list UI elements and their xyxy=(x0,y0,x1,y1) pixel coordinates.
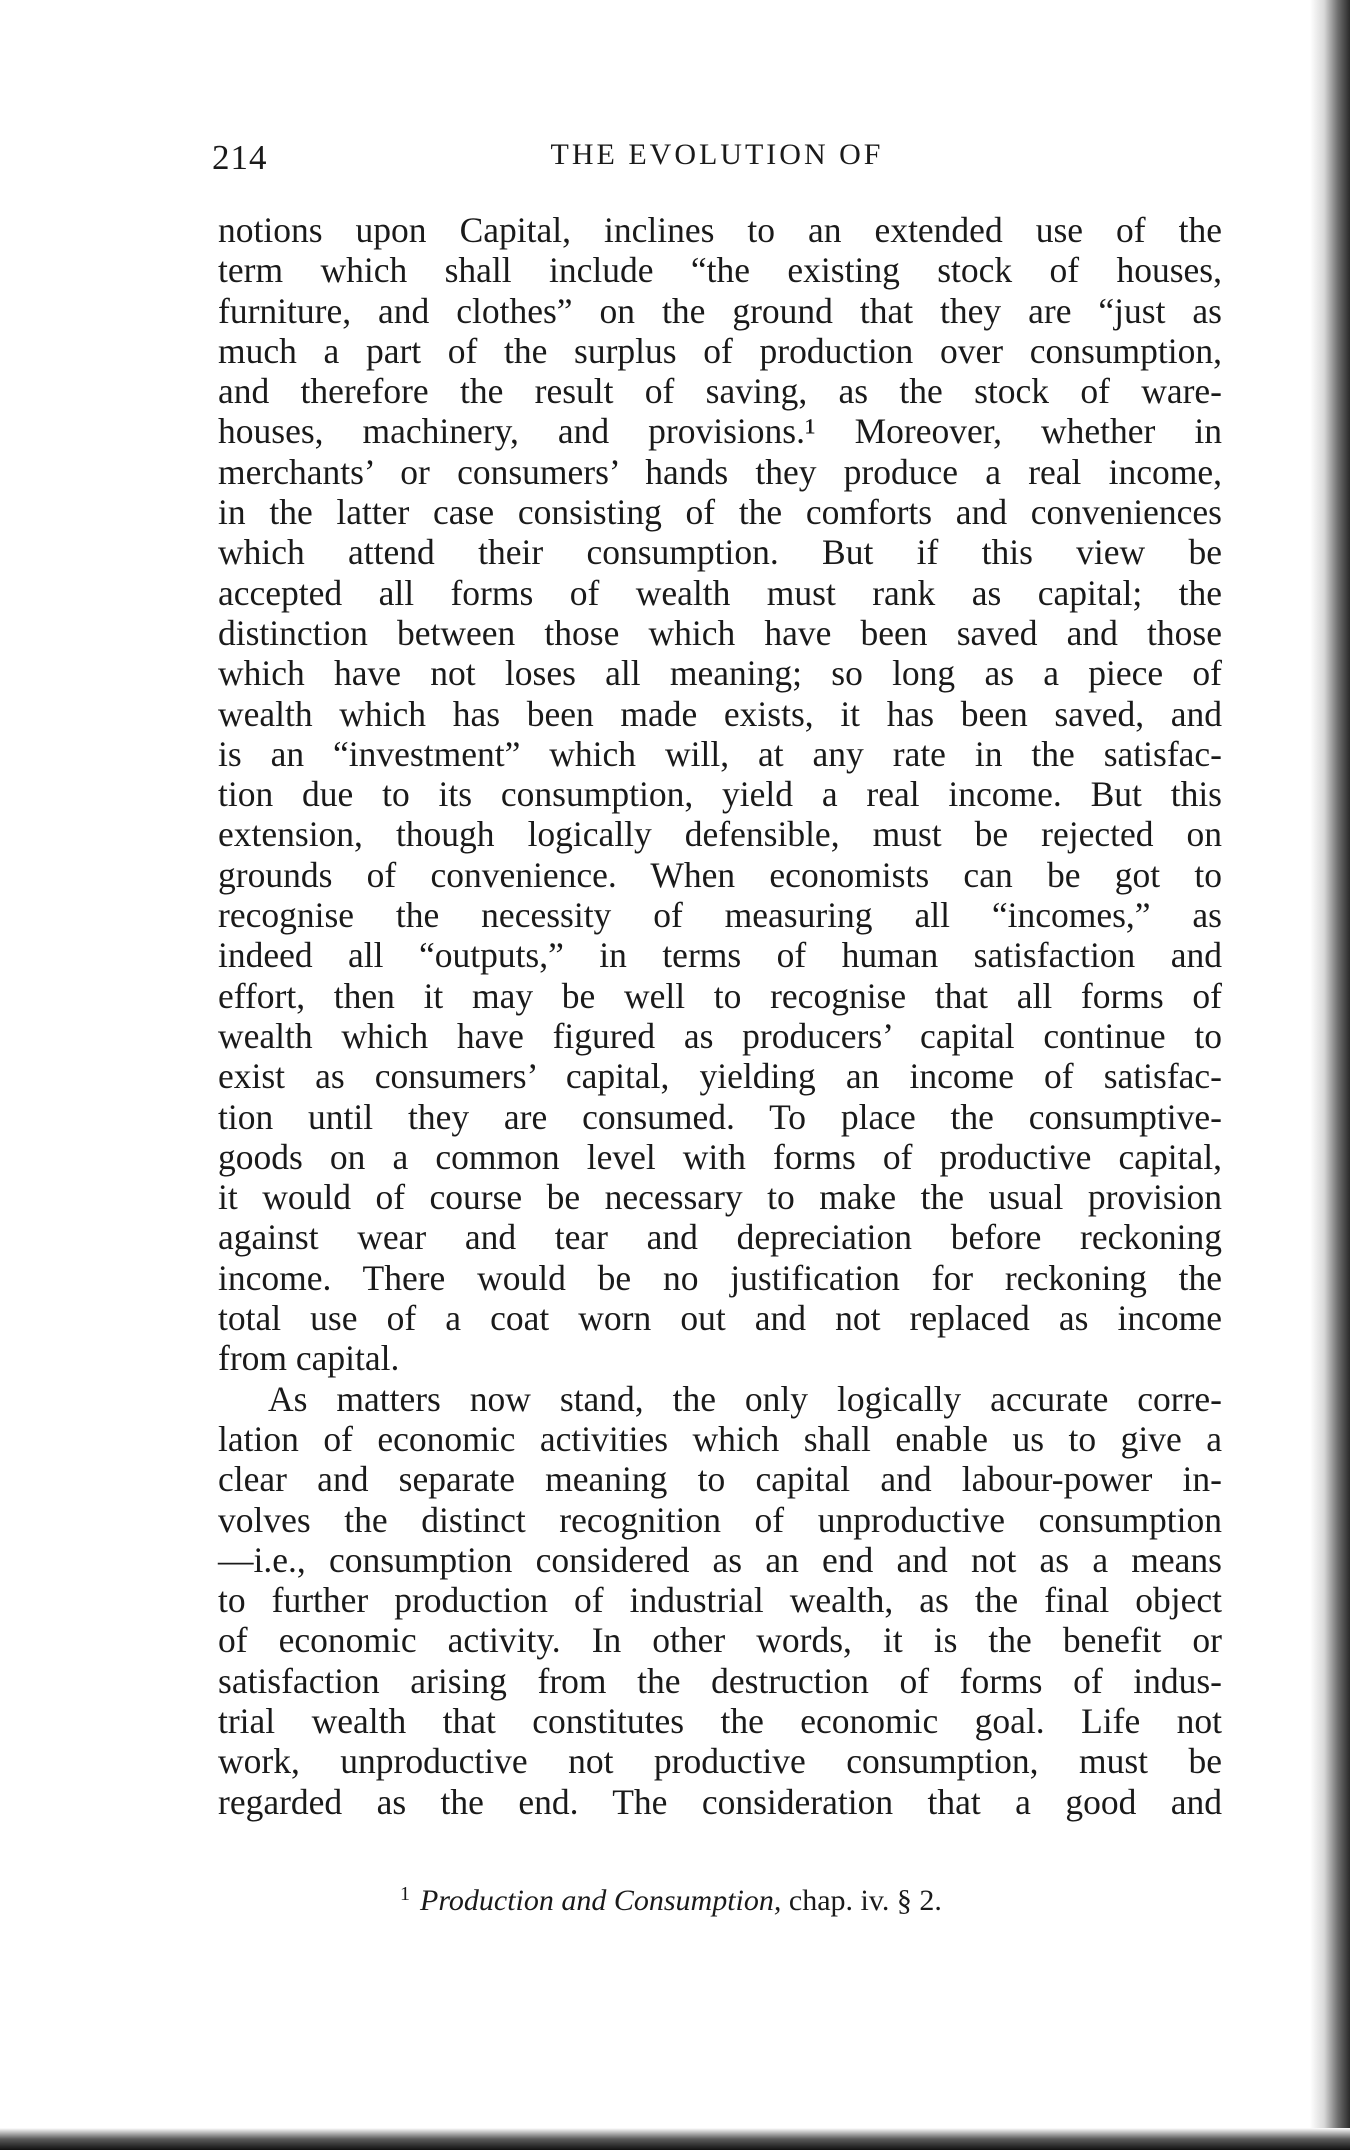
text-line: to further production of industrial wealth, as the final object xyxy=(218,1580,1222,1621)
text-line: against wear and tear and depreciation before reckoning xyxy=(218,1217,1222,1258)
footnote-title: Production and Consumption, xyxy=(420,1884,782,1917)
footnote-reference: chap. iv. § 2. xyxy=(788,1884,942,1917)
page-number: 214 xyxy=(212,138,268,177)
text-line: income. There would be no justification for reckoning the xyxy=(218,1257,1222,1298)
text-line: satisfaction arising from the destruction of forms of indus- xyxy=(218,1660,1222,1701)
text-line: accepted all forms of wealth must rank as capital; the xyxy=(218,572,1222,613)
text-line: As matters now stand, the only logically accurate corre- xyxy=(268,1378,1222,1419)
text-line: clear and separate meaning to capital and labour-power in- xyxy=(218,1459,1222,1500)
text-line: recognise the necessity of measuring all “incomes,” as xyxy=(218,895,1222,936)
text-line: tion due to its consumption, yield a real income. But this xyxy=(218,774,1222,815)
text-line: trial wealth that constitutes the economic goal. Life not xyxy=(218,1700,1222,1741)
running-head xyxy=(212,138,1222,178)
text-line: is an “investment” which will, at any rate in the satisfac- xyxy=(218,733,1222,774)
text-line: volves the distinct recognition of unproductive consumption xyxy=(218,1499,1222,1540)
text-line: wealth which have figured as producers’ capital continue to xyxy=(218,1015,1222,1056)
text-line: indeed all “outputs,” in terms of human satisfaction and xyxy=(218,935,1222,976)
text-line: it would of course be necessary to make the usual provision xyxy=(218,1177,1222,1218)
text-line: in the latter case consisting of the comforts and conveniences xyxy=(218,492,1222,533)
text-line: from capital. xyxy=(218,1338,400,1379)
text-line: work, unproductive not productive consumption, must be xyxy=(218,1741,1222,1782)
text-line: and therefore the result of saving, as the stock of ware- xyxy=(218,371,1222,412)
text-line: notions upon Capital, inclines to an extended use of the xyxy=(218,210,1222,250)
footnote xyxy=(400,1883,942,1918)
text-line: —i.e., consumption considered as an end and not as a means xyxy=(218,1539,1222,1580)
page-edge-shadow xyxy=(1310,0,1350,2150)
running-title: THE EVOLUTION OF xyxy=(550,138,884,171)
body-text xyxy=(218,210,1222,1822)
text-line: furniture, and clothes” on the ground that they are “just as xyxy=(218,290,1222,331)
text-line: which have not loses all meaning; so long as a piece of xyxy=(218,653,1222,694)
text-line: distinction between those which have been saved and those xyxy=(218,612,1222,653)
text-line: much a part of the surplus of production over consumption, xyxy=(218,330,1222,371)
text-line: tion until they are consumed. To place the consumptive- xyxy=(218,1096,1222,1137)
text-line: extension, though logically defensible, must be rejected on xyxy=(218,814,1222,855)
text-line: houses, machinery, and provisions.¹ Moreover, whether in xyxy=(218,411,1222,452)
text-line: regarded as the end. The consideration that a good and xyxy=(218,1781,1222,1822)
text-line: lation of economic activities which shall enable us to give a xyxy=(218,1418,1222,1459)
text-line: exist as consumers’ capital, yielding an income of satisfac- xyxy=(218,1056,1222,1097)
text-line: merchants’ or consumers’ hands they produce a real income, xyxy=(218,451,1222,492)
page-bottom-shadow xyxy=(0,2128,1350,2150)
footnote-marker: 1 xyxy=(400,1883,410,1905)
text-line: grounds of convenience. When economists can be got to xyxy=(218,854,1222,895)
text-line: goods on a common level with forms of productive capital, xyxy=(218,1136,1222,1177)
text-line: which attend their consumption. But if this view be xyxy=(218,532,1222,573)
text-line: total use of a coat worn out and not replaced as income xyxy=(218,1298,1222,1339)
text-line: term which shall include “the existing stock of houses, xyxy=(218,250,1222,291)
text-line: wealth which has been made exists, it has been saved, and xyxy=(218,693,1222,734)
text-line: of economic activity. In other words, it is the benefit or xyxy=(218,1620,1222,1661)
text-line: effort, then it may be well to recognise that all forms of xyxy=(218,975,1222,1016)
